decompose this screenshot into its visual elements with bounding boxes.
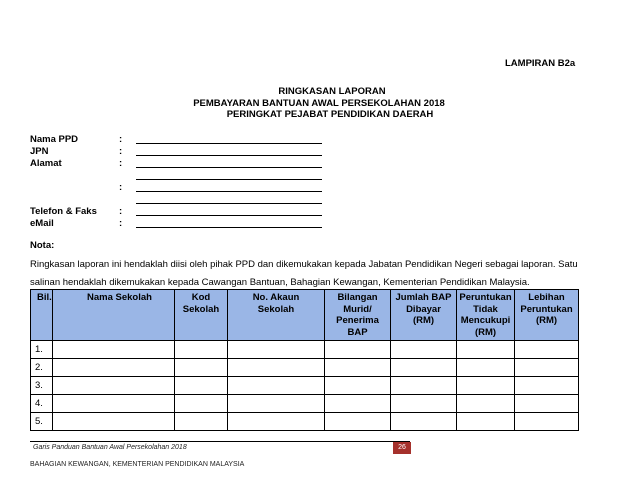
col-header-peruntukan-tidak-mencukupi: Peruntukan Tidak Mencukupi (RM)	[457, 290, 515, 341]
table-cell[interactable]	[228, 359, 325, 377]
form-colon: :	[119, 206, 123, 217]
table-cell[interactable]	[325, 413, 391, 431]
table-cell[interactable]	[53, 413, 175, 431]
page-number-badge: 26	[393, 442, 411, 454]
table-cell[interactable]	[175, 341, 228, 359]
col-header-no-akaun: No. Akaun Sekolah	[228, 290, 325, 341]
col-header-jumlah-bap: Jumlah BAP Dibayar (RM)	[391, 290, 457, 341]
form-label: Alamat	[30, 158, 62, 169]
table-cell[interactable]	[53, 377, 175, 395]
table-row	[31, 413, 579, 431]
table-cell[interactable]	[175, 359, 228, 377]
table-cell[interactable]	[457, 395, 515, 413]
form-label: eMail	[30, 218, 54, 229]
row-number: 1.	[31, 341, 53, 359]
table-cell[interactable]	[457, 413, 515, 431]
form-label: Telefon & Faks	[30, 206, 97, 217]
table-cell[interactable]	[391, 377, 457, 395]
table-cell[interactable]	[228, 395, 325, 413]
report-title-block	[0, 86, 638, 121]
note-heading: Nota:	[30, 240, 55, 251]
row-number: 4.	[31, 395, 53, 413]
table-cell[interactable]	[457, 359, 515, 377]
fill-in-line[interactable]	[136, 215, 322, 216]
report-level: PERINGKAT PEJABAT PENDIDIKAN DAERAH	[226, 109, 434, 120]
table-cell[interactable]	[175, 413, 228, 431]
note-text: Ringkasan laporan ini hendaklah diisi oleh pihak PPD dan dikemukakan kepada Jabatan Pendidikan Negeri sebagai laporan. Satu salinan hendaklah dikemukakan kepada Cawangan Bantuan, Bahagian Kewangan, Kementerian Pendidikan Malaysia.	[30, 259, 578, 288]
col-header-lebihan-peruntukan: Lebihan Peruntukan (RM)	[515, 290, 579, 341]
col-header-kod-sekolah: Kod Sekolah	[175, 290, 228, 341]
table-cell[interactable]	[325, 395, 391, 413]
table-cell[interactable]	[175, 395, 228, 413]
appendix-label: LAMPIRAN B2a	[505, 58, 576, 69]
table-cell[interactable]	[175, 377, 228, 395]
col-header-bilangan-murid: Bilangan Murid/ Penerima BAP	[325, 290, 391, 341]
fill-in-line[interactable]	[136, 155, 322, 156]
table-cell[interactable]	[515, 377, 579, 395]
table-cell[interactable]	[391, 359, 457, 377]
col-header-nama-sekolah: Nama Sekolah	[53, 290, 175, 341]
row-number: 5.	[31, 413, 53, 431]
table-row	[31, 377, 579, 395]
fill-in-line[interactable]	[136, 167, 322, 168]
form-colon: :	[119, 134, 123, 145]
form-label: JPN	[30, 146, 49, 157]
footer-department: BAHAGIAN KEWANGAN, KEMENTERIAN PENDIDIKAN MALAYSIA	[30, 461, 245, 468]
row-number: 3.	[31, 377, 53, 395]
school-summary-table	[30, 289, 579, 431]
table-row	[31, 359, 579, 377]
table-cell[interactable]	[228, 341, 325, 359]
fill-in-line[interactable]	[136, 203, 322, 204]
row-number: 2.	[31, 359, 53, 377]
form-colon: :	[119, 182, 123, 193]
table-row	[31, 395, 579, 413]
footer-guide-title: Garis Panduan Bantuan Awal Persekolahan 2018	[33, 444, 187, 451]
table-cell[interactable]	[391, 341, 457, 359]
table-cell[interactable]	[325, 341, 391, 359]
table-cell[interactable]	[515, 341, 579, 359]
table-cell[interactable]	[53, 395, 175, 413]
table-cell[interactable]	[391, 413, 457, 431]
table-row	[31, 341, 579, 359]
report-subtitle: PEMBAYARAN BANTUAN AWAL PERSEKOLAHAN 2018	[193, 97, 445, 109]
table-cell[interactable]	[53, 359, 175, 377]
table-cell[interactable]	[325, 377, 391, 395]
table-cell[interactable]	[228, 413, 325, 431]
table-cell[interactable]	[457, 377, 515, 395]
table-cell[interactable]	[228, 377, 325, 395]
report-title: RINGKASAN LAPORAN	[278, 86, 386, 97]
form-colon: :	[119, 146, 123, 157]
table-cell[interactable]	[515, 359, 579, 377]
table-cell[interactable]	[53, 341, 175, 359]
table-cell[interactable]	[391, 395, 457, 413]
form-label: Nama PPD	[30, 134, 79, 145]
form-colon: :	[119, 218, 123, 229]
col-header-bil: Bil.	[31, 290, 53, 341]
table-cell[interactable]	[515, 413, 579, 431]
footer-divider	[30, 441, 410, 442]
fill-in-line[interactable]	[136, 143, 322, 144]
table-cell[interactable]	[457, 341, 515, 359]
table-header-row	[31, 290, 579, 341]
fill-in-line[interactable]	[136, 179, 322, 180]
table-cell[interactable]	[515, 395, 579, 413]
fill-in-line[interactable]	[136, 191, 322, 192]
form-colon: :	[119, 158, 123, 169]
fill-in-line[interactable]	[136, 227, 322, 228]
table-cell[interactable]	[325, 359, 391, 377]
